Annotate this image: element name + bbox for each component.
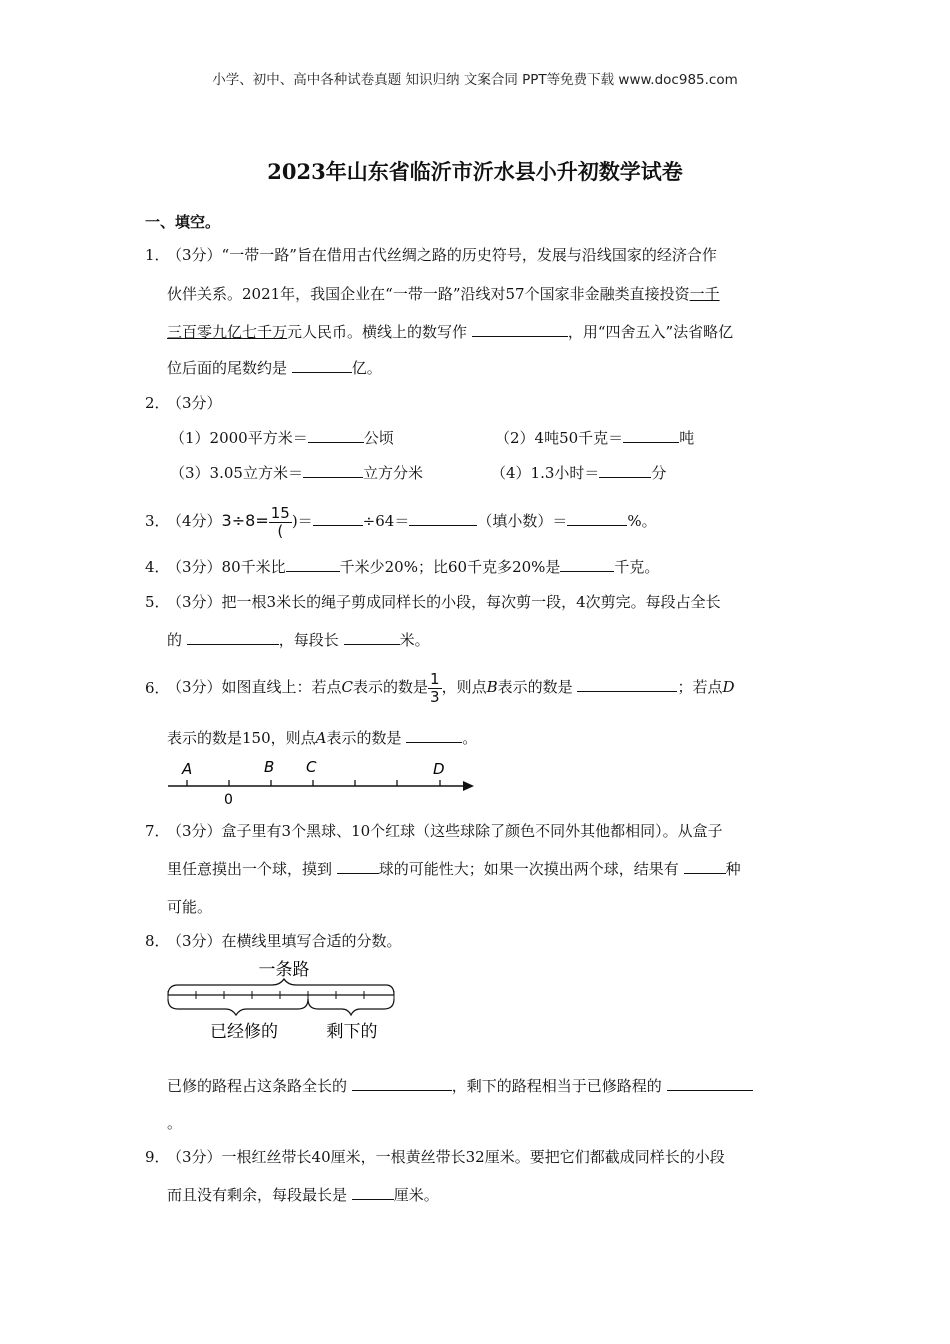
fraction-numerator: 15 (270, 503, 290, 522)
answer-blank[interactable] (352, 1185, 394, 1200)
underlined-number: 三百零九亿七千万 (167, 323, 288, 341)
right-brace (308, 999, 394, 1015)
text-span: 吨 (679, 429, 695, 447)
fraction-denominator: ( (277, 521, 284, 540)
text-span: 。 (462, 729, 478, 747)
answer-blank[interactable] (623, 428, 679, 443)
question-number: 9． (145, 1148, 170, 1166)
diagram-label-right: 剩下的 (326, 1022, 378, 1042)
answer-blank[interactable] (667, 1076, 753, 1091)
text-span: 千米少20%；比60千克多20%是 (339, 558, 561, 576)
question-number: 4． (145, 558, 170, 576)
answer-blank[interactable] (577, 677, 677, 692)
answer-blank[interactable] (567, 511, 627, 526)
text-span: （4分） (167, 512, 222, 530)
question-text: 可能。 (167, 898, 213, 916)
question-number: 5． (145, 593, 170, 611)
question-text: 。 (167, 1114, 183, 1132)
sub-question (170, 462, 423, 484)
fraction-denominator: 3 (430, 687, 440, 706)
question-text: （3分）一根红丝带长40厘米，一根黄丝带长32厘米。要把它们都截成同样长的小段 (167, 1148, 725, 1166)
text-span: 表示的数是 (497, 678, 573, 696)
text-span: 而且没有剩余，每段最长是 (167, 1186, 348, 1204)
number-line-label-zero: 0 (224, 792, 233, 808)
top-brace (168, 979, 394, 995)
diagram-label-top: 一条路 (258, 960, 310, 980)
text-span: 公顷 (363, 429, 394, 447)
text-span: 的 (167, 631, 183, 649)
road-diagram (160, 955, 405, 1047)
point-label: B (486, 678, 498, 696)
text-span: 千克。 (614, 558, 660, 576)
sub-question (495, 427, 694, 449)
answer-blank[interactable] (187, 630, 279, 645)
question-number: 1． (145, 246, 170, 264)
text-span: 表示的数是 (353, 678, 429, 696)
point-label: C (341, 678, 354, 696)
text-span: %。 (627, 512, 657, 530)
sub-question (491, 462, 666, 484)
number-line (160, 752, 480, 812)
section-heading: 一、填空。 (145, 213, 221, 231)
answer-blank[interactable] (292, 358, 352, 373)
fraction-numerator: 1 (430, 669, 440, 688)
text-span: 米。 (399, 631, 430, 649)
site-banner: 小学、初中、高中各种试卷真题 知识归纳 文案合同 PPT等免费下载 www.doc985.com (212, 72, 738, 88)
fraction (428, 669, 442, 706)
question-text (167, 727, 477, 749)
text-span: ；若点 (677, 678, 723, 696)
text-span: ，用“四舍五入”法省略亿 (567, 323, 734, 341)
question-text (167, 283, 720, 305)
text-span: （3分）如图直线上：若点 (167, 678, 342, 696)
question-text (167, 664, 734, 710)
text-span: 种 (725, 860, 741, 878)
question-text: （3分）“一带一路”旨在借用古代丝绸之路的历史符号，发展与沿线国家的经济合作 (167, 246, 717, 264)
question-text (167, 321, 733, 343)
question-text (167, 858, 741, 880)
question-text (167, 556, 659, 578)
text-span: 已修的路程占这条路全长的 (167, 1077, 348, 1095)
text-span: （填小数）＝ (477, 512, 568, 530)
question-text: （3分） (167, 394, 222, 412)
text-span: ，剩下的路程相当于已修路程的 (451, 1077, 662, 1095)
point-label: D (722, 678, 735, 696)
number-line-label-d: D (433, 760, 445, 778)
number-line-label-b: B (264, 758, 275, 776)
text-span: ，每段长 (278, 631, 339, 649)
text-span: （4）1.3小时＝ (491, 464, 600, 482)
text-span: ，则点 (441, 678, 487, 696)
text-span: （1）2000平方米＝ (170, 429, 308, 447)
question-text: （3分）盒子里有3个黑球、10个红球（这些球除了颜色不同外其他都相同）。从盒子 (167, 822, 723, 840)
fraction (269, 503, 292, 540)
question-text (167, 1075, 753, 1097)
question-text (167, 1184, 439, 1206)
answer-blank[interactable] (599, 463, 651, 478)
exam-title: 2023年山东省临沂市沂水县小升初数学试卷 (267, 159, 683, 184)
text-span: 表示的数是 (326, 729, 402, 747)
question-text: （3分）在横线里填写合适的分数。 (167, 932, 402, 950)
sub-question (170, 427, 394, 449)
text-span: 分 (651, 464, 667, 482)
text-span: 伙伴关系。2021年，我国企业在“一带一路”沿线对57个国家非金融类直接投资 (167, 285, 690, 303)
point-label: A (315, 729, 327, 747)
question-text (167, 357, 382, 379)
question-number: 7． (145, 822, 170, 840)
answer-blank[interactable] (352, 1076, 452, 1091)
question-text (167, 497, 657, 545)
text-span: （2）4吨50千克＝ (495, 429, 624, 447)
answer-blank[interactable] (684, 859, 726, 874)
left-brace (168, 999, 308, 1015)
question-number: 6． (145, 679, 170, 697)
number-line-label-c: C (306, 758, 317, 776)
text-span: （3分）80千米比 (167, 558, 286, 576)
math-expression: 3÷8= (221, 511, 269, 530)
text-span: 元人民币。横线上的数写作 (287, 323, 468, 341)
text-span: 表示的数是150，则点 (167, 729, 316, 747)
text-span: （3）3.05立方米＝ (170, 464, 303, 482)
answer-blank[interactable] (344, 630, 400, 645)
question-number: 2． (145, 394, 170, 412)
answer-blank[interactable] (560, 557, 614, 572)
text-span: 厘米。 (393, 1186, 439, 1204)
answer-blank[interactable] (303, 463, 363, 478)
question-number: 8． (145, 932, 170, 950)
text-span: )＝ (291, 512, 313, 530)
answer-blank[interactable] (472, 322, 568, 337)
answer-blank[interactable] (406, 728, 462, 743)
underlined-number: 一千 (689, 285, 720, 303)
diagram-label-left: 已经修的 (210, 1022, 278, 1042)
text-span: 立方分米 (362, 464, 423, 482)
question-number: 3． (145, 512, 170, 530)
text-span: 球的可能性大；如果一次摸出两个球，结果有 (378, 860, 679, 878)
answer-blank[interactable] (308, 428, 364, 443)
arrow-head-icon (463, 781, 474, 791)
question-text (167, 629, 430, 651)
answer-blank[interactable] (286, 557, 340, 572)
text-span: 里任意摸出一个球，摸到 (167, 860, 333, 878)
number-line-label-a: A (182, 760, 193, 778)
text-span: 亿。 (351, 359, 382, 377)
question-text: （3分）把一根3米长的绳子剪成同样长的小段，每次剪一段，4次剪完。每段占全长 (167, 593, 721, 611)
answer-blank[interactable] (337, 859, 379, 874)
text-span: 位后面的尾数约是 (167, 359, 288, 377)
answer-blank[interactable] (313, 511, 363, 526)
text-span: ÷64＝ (362, 512, 410, 530)
answer-blank[interactable] (409, 511, 477, 526)
